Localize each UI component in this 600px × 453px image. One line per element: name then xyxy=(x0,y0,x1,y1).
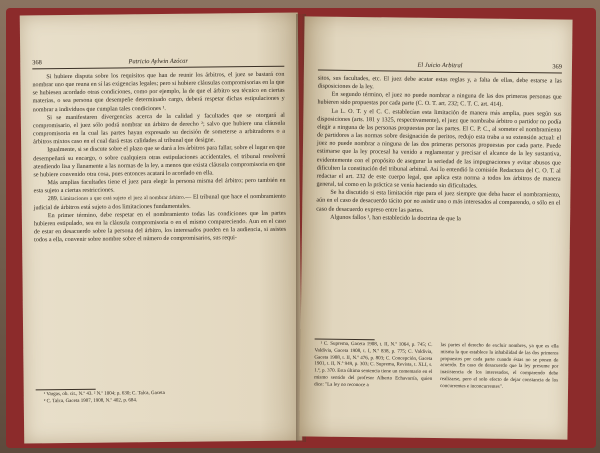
section-number: 289. xyxy=(47,196,59,203)
paragraph: Más amplias facultades tiene el juez para elegir la persona misma del árbitro; pero también en esta sujeto a ciertas restricciones. xyxy=(33,177,286,195)
right-footnotes xyxy=(314,342,559,393)
paragraph: Algunos fallos ¹, han establecido la doctrina de que la xyxy=(330,214,461,222)
left-header-rule xyxy=(32,66,284,70)
right-page-number: 369 xyxy=(552,63,563,71)
left-footnotes xyxy=(36,390,288,406)
footnote-column-2 xyxy=(440,343,559,392)
paragraph: Se ha discutido si esta limitación rige para el juez siempre que deba hacer el nombramiento, aún en el caso de desacuerdo tácito por no asistir uno o más interesados al comparendo, o sólo en el caso de desacuerdo expreso entre las partes. xyxy=(316,189,561,214)
paragraph: En segundo término, el juez no puede nombrar a ninguna de las dos primeras personas que hubieren sido propuestas por cada parte (C. O. T. art. 232; C. T. C. art. 414). xyxy=(317,92,562,109)
footnote: ¹ C. Suprema, Gaceta 1908, t. II, N.º 1064, p. 745; C. Valdivia, Gaceta 1908, t. I, N.º 838, p. 775; C. Valdivia, Gaceta 1908, t. II, N.º 476, p. 803; C. Concepción, Gaceta 1901, t. II, N.º 949, p. 303; C. Suprema, Revista, t. XLI, s. 1.ª, p. 370. Esta última sentencia tiene un comentario en el mismo sentido del profesor Alberto Echavarría, quien dice: "La ley no reconoce a xyxy=(314,341,433,388)
left-running-head xyxy=(32,57,284,67)
left-running-title: Patricio Aylwin Azócar xyxy=(128,57,188,66)
footnote: ¹ Vargas, ob. cit., N.º 43. ² N.º 1004; p. 630; C. Talca, Gaceta xyxy=(43,390,165,398)
right-header-rule xyxy=(318,70,562,74)
right-page xyxy=(299,16,572,439)
paragraph: sitos, sus facultades, etc. El juez debe acatar estas reglas y, a falta de ellas, debe estarse a las disposiciones de la ley. xyxy=(317,75,562,91)
footnote: ² C. Talca, Gaceta 1907, 1908, N.º 402, p. 684. xyxy=(43,398,138,405)
paragraph: La L. O. T. y el C. C. establecían esta limitación de manera más amplia, pues según sus disposiciones (arts. 181 y 1325, respectivamente), el juez que nombraba árbitro o partidor no podía elegir a ninguna de las personas propuestas por las partes. El C. P. C., al someter el nombramiento de partidores a las normas sobre designación de peritos, redujo esta traba a su extensión actual: el juez no puede nombrar a ninguna de las dos primeras personas propuestas por cada parte. Puede estimarse que la ley procesal ha venido a reglamentar y precisar el alcance de la ley sustantiva, evidentemente con el propósito de asegurar la seriedad de las impugnaciones y evitar abusos que dificulten la constitución del tribunal arbitral. Así lo entendió la comisión Redactora del C. O. T. al redactar el art. 232 de este cuerpo legal, que aplica esta norma a todos los árbitros de manera general, tal como en la práctica se venía haciendo sin dificultades. xyxy=(316,108,562,190)
footnote-column-1 xyxy=(314,342,433,391)
paragraph: Igualmente, si se discute sobre el plazo que se dará a los árbitros para fallar, sobre el lugar en que desempeñará su encargo, o sobre cualquiera otras estipulaciones accidentales, el tribunal resolverá atendiendo lisa y llanamente a las normas de la ley, a menos que exista cláusula compromisoria en que se hubiere convenido otra cosa, pues entonces acatará lo acordado en ella. xyxy=(33,145,286,179)
right-body-text xyxy=(316,75,562,225)
footnote: las partes el derecho de excluir nombres, ya que es ella misma la que establece la inhabilidad de las dos primeros propuestos por cada parte cuando éstas no se ponen de acuerdo. En caso de desacuerdo que la ley presume por inasistencia de los interesados, el comparendo debe realizarse, pero el solo efecto de dejar constancia de los concurrentes e inconcurrentes". xyxy=(440,343,559,390)
right-running-head xyxy=(318,61,563,71)
right-footnote-rule xyxy=(315,339,375,341)
paragraph: Si se manifestaren divergencias acerca de la calidad y facultades que se otorgará al compromisario, el juez sólo podrá nombrar un árbitro de derecho ²; salvo que hubiere una cláusula compromisoria en la cual las partes hayan expresado su decisión de someterse a arbitradores o a árbitros mixtos caso en el cual dará estas calidades al tribunal que designe. xyxy=(32,112,286,146)
paragraph: En primer término, debe respetar en el nombramiento todas las condiciones que las partes hubieren estipulado, sea en la cláusula compromisoria o en el mismo compareciendo. Aun en el caso de estar en desacuerdo sobre la persona del árbitro, los interesados pueden en la audiencia, si asistes todos a ella, convenir sobre nombre sobre el número de compromisarios, sus requi- xyxy=(33,210,287,244)
left-page xyxy=(20,13,302,444)
left-footnote-rule xyxy=(36,389,96,391)
left-page-number: 368 xyxy=(32,59,42,67)
left-body-text xyxy=(32,71,286,245)
paragraph: Si hubiere disputa sobre los requisitos que han de reunir los árbitros, el juez se bastará con nombrar uno que reuna en sí las exigencias legales; pero si hubiere cláusulas compromisorias en la que se hubiesen acordado otras condiciones, como por ejemplo, la de que el árbitro sea técnico en ciertas materias, o sea persona que desempeñe determinado cargo, deberá respetar dichas estipulaciones y nombrar a individuos que cumplan tales condiciones ¹. xyxy=(32,71,285,113)
section-text: — El tribunal que hace el nombramiento judicial de árbitros está sujeto a dos limitaciones fundamentales. xyxy=(33,194,286,211)
section-heading: Limitaciones a que está sujeto el juez al nombrar árbitro. xyxy=(60,195,186,203)
right-running-title: El Juicio Arbitral xyxy=(417,61,463,70)
